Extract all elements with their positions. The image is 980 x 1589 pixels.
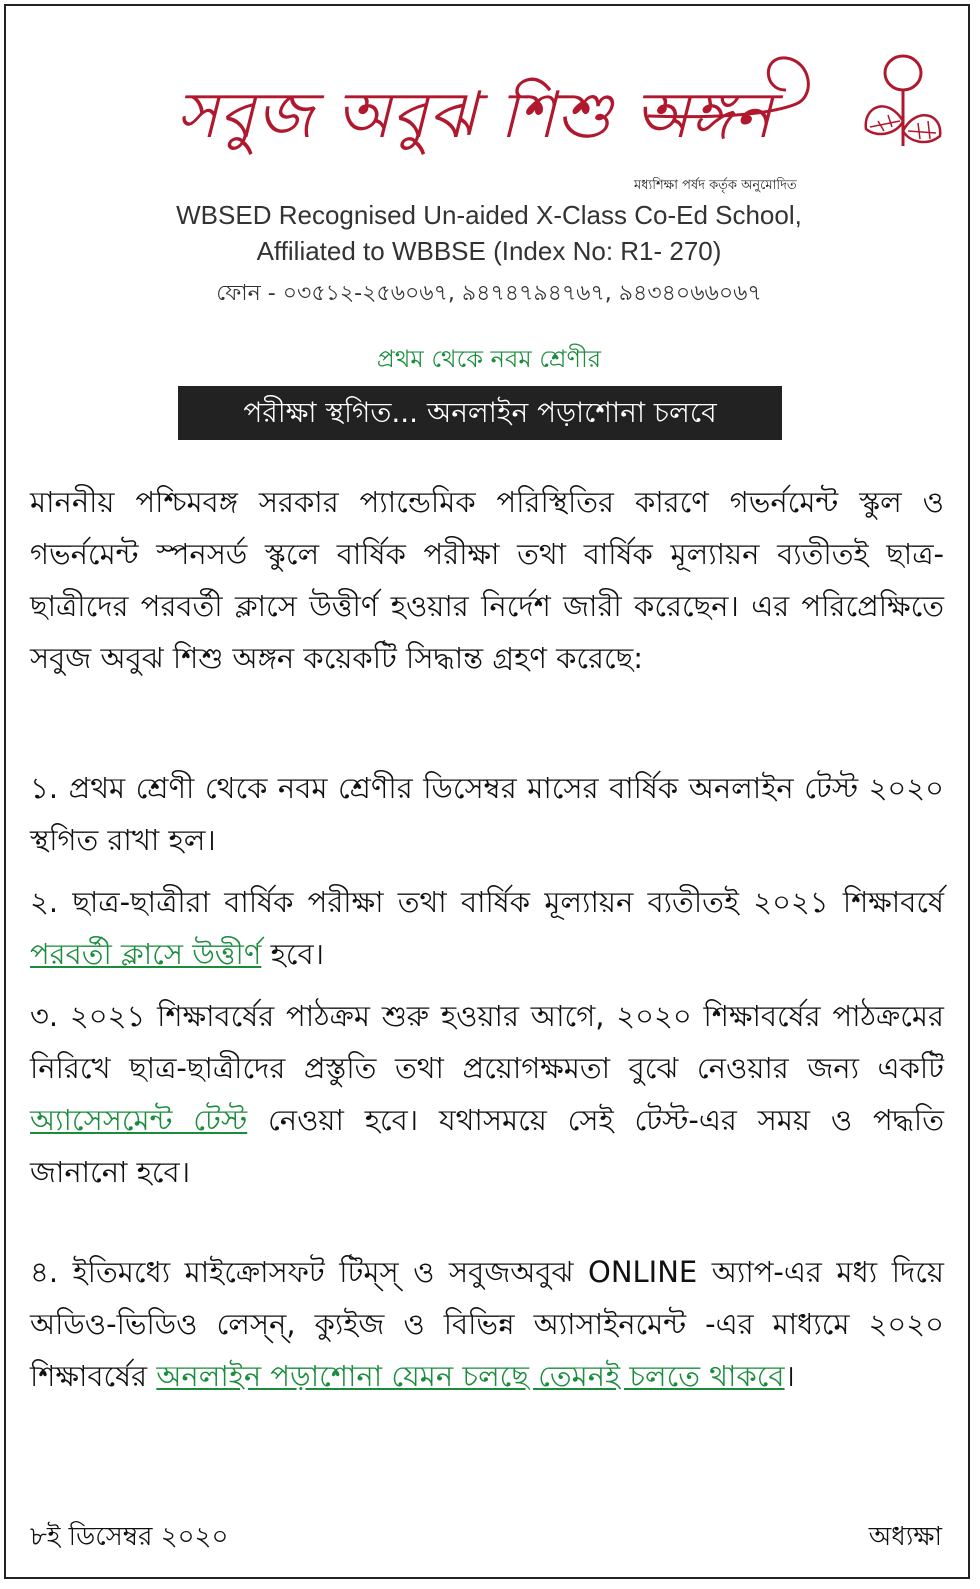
point-4-text: ৪. ইতিমধ্যে মাইক্রোসফট টিম্স্ ও সবুজঅবুঝ ONLINE অ্যাপ-এর মধ্য দিয়ে অডিও-ভিডিও লেস্ন্, ক্যুইজ ও বিভিন্ন অ্যাসাইনমেন্ট -এর মাধ্যমে ২০২০ শিক্ষাবর্ষের bbox=[30, 1255, 944, 1393]
logo-swirl-icon bbox=[646, 46, 816, 136]
notice-date: ৮ই ডিসেম্বর ২০২০ bbox=[30, 1522, 229, 1552]
tree-leaf-icon bbox=[858, 51, 948, 151]
point-1: ১. প্রথম শ্রেণী থেকে নবম শ্রেণীর ডিসেম্বর মাসের বার্ষিক অনলাইন টেস্ট ২০২০ স্থগিত রাখা হল। bbox=[30, 771, 944, 857]
class-range-heading: প্রথম থেকে নবম শ্রেণীর bbox=[376, 345, 602, 373]
notice-frame bbox=[4, 4, 970, 1579]
approval-text: মধ্যশিক্ষা পর্ষদ কর্তৃক অনুমোদিত bbox=[634, 178, 797, 193]
point-2 bbox=[30, 876, 944, 980]
intro-paragraph: মাননীয় পশ্চিমবঙ্গ সরকার প্যান্ডেমিক পরিস্থিতির কারণে গভর্নমেন্ট স্কুল ও গভর্নমেন্ট স্পনসর্ড স্কুলে বার্ষিক পরীক্ষা তথা বার্ষিক মূল্যায়ন ব্যতীতই ছাত্র-ছাত্রীদের পরবর্তী ক্লাসে উত্তীর্ণ হওয়ার নির্দেশ জারী করেছেন। এর পরিপ্রেক্ষিতে সবুজ অবুঝ শিশু অঙ্গন কয়েকটি সিদ্ধান্ত গ্রহণ করেছে: bbox=[30, 485, 944, 675]
point-4-highlight: অনলাইন পড়াশোনা যেমন চলছে তেমনই চলতে থাকবে bbox=[156, 1359, 785, 1393]
school-recognition: WBSED Recognised Un-aided X-Class Co-Ed School, bbox=[176, 200, 802, 230]
point-3-end: নেওয়া হবে। যথাসময়ে সেই টেস্ট-এর সময় ও পদ্ধতি জানানো হবে। bbox=[30, 1103, 944, 1189]
phone-numbers: ফোন - ০৩৫১২-২৫৬০৬৭, ৯৪৭৪৭৯৪৭৬৭, ৯৪৩৪০৬৬০৬৭ bbox=[216, 281, 762, 306]
point-3-text: ৩. ২০২১ শিক্ষাবর্ষের পাঠক্রম শুরু হওয়ার আগে, ২০২০ শিক্ষাবর্ষের পাঠক্রমের নিরিখে ছাত্র-ছাত্রীদের প্রস্তুতি তথা প্রয়োগক্ষমতা বুঝে নেওয়ার জন্য একটি bbox=[30, 999, 944, 1085]
point-3 bbox=[30, 990, 944, 1198]
signature-title: অধ্যক্ষা bbox=[868, 1522, 942, 1552]
school-logo-title: সবুজ অবুঝ শিশু অঙ্গন bbox=[176, 79, 774, 153]
point-2-text: ২. ছাত্র-ছাত্রীরা বার্ষিক পরীক্ষা তথা বার্ষিক মূল্যায়ন ব্যতীতই ২০২১ শিক্ষাবর্ষে bbox=[30, 885, 944, 919]
notice-banner: পরীক্ষা স্থগিত... অনলাইন পড়াশোনা চলবে bbox=[178, 386, 782, 440]
point-4 bbox=[30, 1246, 944, 1402]
point-2-end: হবে। bbox=[261, 937, 324, 971]
point-4-end: । bbox=[784, 1359, 795, 1393]
school-affiliation: Affiliated to WBBSE (Index No: R1- 270) bbox=[256, 236, 722, 266]
point-2-highlight: পরবর্তী ক্লাসে উত্তীর্ণ bbox=[30, 937, 262, 971]
point-3-highlight: অ্যাসেসমেন্ট টেস্ট bbox=[30, 1103, 248, 1137]
